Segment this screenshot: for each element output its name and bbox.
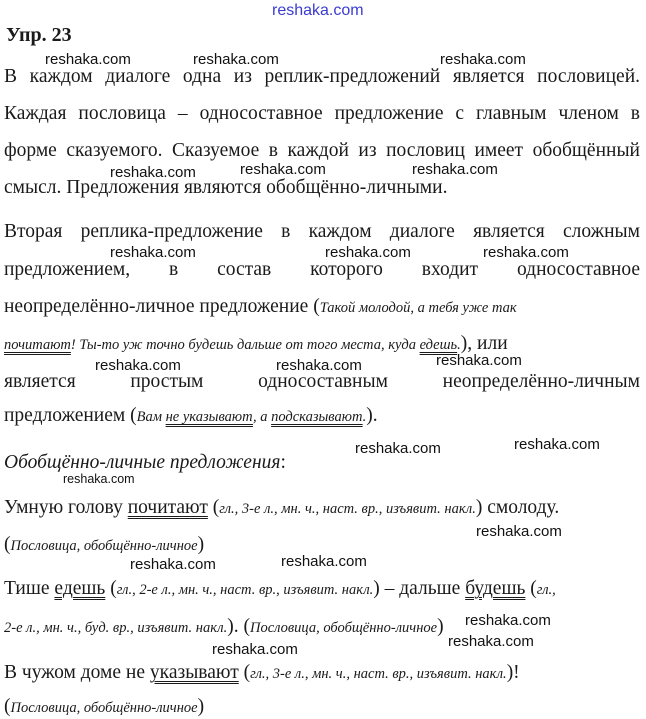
predicate-edesh: едешь (419, 337, 458, 353)
site-header-label: reshaka.com (272, 2, 364, 19)
paren: ( (238, 662, 251, 683)
para2-line6 (4, 405, 378, 428)
watermark: reshaka.com (240, 161, 326, 178)
quote-period: . (362, 409, 367, 425)
predicate-edesh: едешь (54, 578, 106, 599)
watermark: reshaka.com (514, 436, 600, 453)
grammar-note: гл., 3-е л., мн. ч., наст. вр., изъявит. накл. (250, 666, 507, 682)
paren: ) (197, 534, 205, 555)
quote-period: . (457, 337, 461, 353)
watermark: reshaka.com (355, 440, 441, 457)
section-heading-colon: : (280, 452, 286, 473)
watermark: reshaka.com (95, 357, 181, 374)
paren: ( (4, 696, 11, 717)
dialogue-quote: ! Ты-то уж точно будешь дальше от того места, куда (70, 337, 420, 353)
example1-text: Умную голову (4, 497, 128, 518)
watermark: reshaka.com (483, 244, 569, 261)
watermark: reshaka.com (63, 472, 135, 486)
para2-line2: предложением, в состав которого входит односоставное (4, 259, 640, 280)
grammar-note: гл., (536, 582, 556, 598)
para1-line1: В каждом диалоге одна из реплик-предложений является пословицей. (4, 66, 640, 87)
section-heading (4, 452, 286, 474)
grammar-note: 2-е л., мн. ч., буд. вр., изъявит. накл. (4, 620, 228, 636)
watermark: reshaka.com (325, 244, 411, 261)
watermark: reshaka.com (276, 357, 362, 374)
paren: ) (437, 616, 444, 637)
example2-line2 (4, 616, 444, 639)
example3-line1 (4, 662, 520, 685)
example3-line2 (4, 696, 204, 719)
example3-type: Пословица, обобщённо-личное (10, 700, 198, 716)
dialogue-quote: , а (252, 409, 272, 425)
para2-line1: Вторая реплика-предложение в каждом диалоге является сложным (4, 221, 640, 242)
para2-line6-text: предложением ( (4, 405, 137, 426)
paren: ). ( (227, 616, 250, 637)
paren: ( (105, 578, 117, 599)
example2-type: Пословица, обобщённо-личное (249, 620, 438, 636)
para2-line6-tail: ). (366, 405, 378, 426)
grammar-note: гл., 2-е л., мн. ч., наст. вр., изъявит. накл. (116, 582, 374, 598)
section-heading-text: Обобщённо-личные предложения (4, 452, 281, 473)
para2-line3 (4, 296, 517, 319)
watermark: reshaka.com (412, 161, 498, 178)
watermark: reshaka.com (110, 244, 196, 261)
example1-type: Пословица, обобщённо-личное (10, 538, 198, 554)
example1-line2 (4, 534, 204, 557)
para2-line4-tail: ), или (460, 333, 508, 354)
para1-line2: Каждая пословица – односоставное предложение с главным членом в (4, 103, 640, 124)
watermark: reshaka.com (212, 641, 298, 658)
example2-text: Тише (4, 578, 55, 599)
watermark: reshaka.com (130, 556, 216, 573)
para1-line3: форме сказуемого. Сказуемое в каждой из пословиц имеет обобщённый (4, 140, 640, 161)
paren: ) (197, 696, 205, 717)
example3-text: В чужом доме не (4, 662, 150, 683)
exercise-title: Упр. 23 (6, 24, 72, 46)
example1-line1 (4, 497, 559, 520)
watermark: reshaka.com (476, 523, 562, 540)
paren: ( (207, 497, 220, 518)
watermark: reshaka.com (436, 352, 522, 369)
para2-line4 (4, 333, 508, 356)
predicate-podskazyvayut: подсказывают (271, 409, 363, 425)
grammar-note: гл., 3-е л., мн. ч., наст. вр., изъявит. накл. (219, 501, 476, 517)
paren: ( (525, 578, 537, 599)
watermark: reshaka.com (45, 51, 131, 68)
watermark: reshaka.com (281, 553, 367, 570)
watermark: reshaka.com (440, 51, 526, 68)
para1-line4: смысл. Предложения являются обобщённо-личными. (4, 177, 448, 198)
watermark: reshaka.com (110, 164, 196, 181)
example2-line1 (4, 578, 556, 601)
paren: ( (4, 534, 11, 555)
watermark: reshaka.com (193, 51, 279, 68)
example2-middle: ) – дальше (373, 578, 466, 599)
example1-tail: ) смолоду. (475, 497, 560, 518)
para2-line3-text: неопределённо-личное предложение ( (4, 296, 320, 317)
watermark: reshaka.com (465, 612, 551, 629)
watermark: reshaka.com (448, 633, 534, 650)
predicate-budesh: будешь (465, 578, 526, 599)
predicate-pochitayut: почитают (4, 337, 71, 353)
example3-tail: )! (506, 662, 520, 683)
para2-line5: является простым односоставным неопределённо-личным (4, 371, 640, 392)
predicate-pochitayut: почитают (127, 497, 208, 518)
dialogue-quote: Вам (136, 409, 166, 425)
dialogue-quote: Такой молодой, а тебя уже так (319, 300, 517, 316)
predicate-ne-ukazyvayut: не указывают (165, 409, 253, 425)
predicate-ukazyvayut: указывают (149, 662, 239, 683)
